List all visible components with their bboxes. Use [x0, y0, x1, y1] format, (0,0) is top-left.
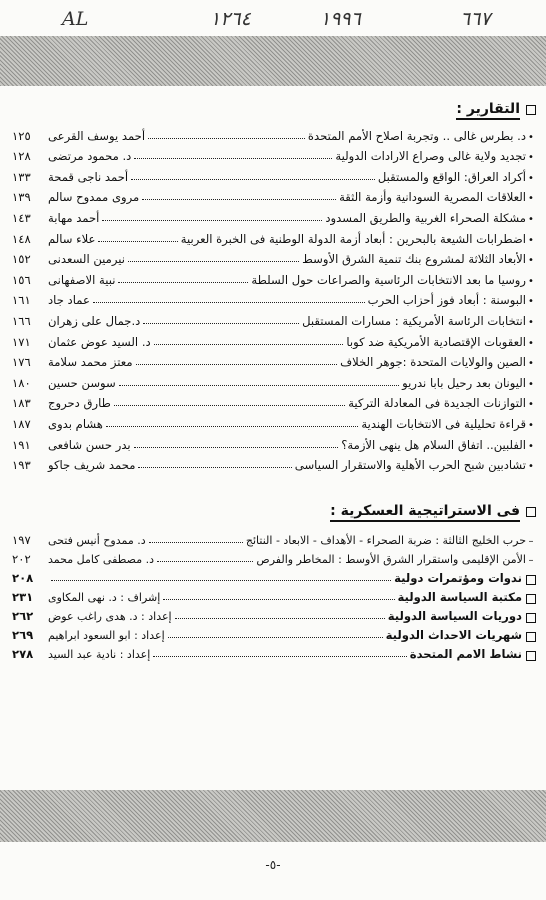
strategy-heading: فى الاستراتيجية العسكرية :	[10, 500, 536, 524]
list-item: • تجديد ولاية غالى وصراع الارادات الدولية د. محمود مرتضى ١٢٨	[10, 143, 536, 164]
checkbox-square-icon	[526, 594, 536, 604]
leader-dots	[148, 138, 305, 139]
checkbox-square-icon	[526, 105, 536, 115]
handwritten-note-1: AL	[62, 8, 89, 30]
bullet-icon: •	[528, 255, 534, 267]
leader-dots	[138, 467, 291, 468]
list-item: • د. بطرس غالى .. وتجربة اصلاح الأمم المتحدة أحمد يوسف القرعى ١٢٥	[10, 122, 536, 143]
dash-icon: –	[528, 536, 534, 548]
list-item: • الصين والولايات المتحدة :جوهر الخلاف معتز محمد سلامة ١٧٦	[10, 349, 536, 370]
list-item: مكتبة السياسة الدولية إشراف : د. نهى المكاوى ٢٣١	[10, 585, 536, 604]
bullet-icon: •	[528, 378, 534, 390]
bullet-icon: •	[528, 213, 534, 225]
bullet-icon: •	[528, 461, 534, 473]
checkbox-square-icon	[526, 632, 536, 642]
list-item: دوريات السياسة الدولية إعداد : د. هدى راغب عوض ٢٦٢	[10, 604, 536, 623]
page-number: -٥-	[265, 858, 281, 872]
bullet-icon: •	[528, 337, 534, 349]
handwritten-annotations	[0, 8, 546, 36]
bullet-icon: •	[528, 440, 534, 452]
leader-dots	[102, 220, 322, 221]
reports-heading: التقارير :	[10, 98, 536, 122]
leader-dots	[168, 637, 383, 638]
bullet-icon: •	[528, 316, 534, 328]
leader-dots	[131, 179, 375, 180]
leader-dots	[93, 302, 365, 303]
list-item: • قراءة تحليلية فى الانتخابات الهندية هشام بدوى ١٨٧	[10, 410, 536, 431]
dash-icon: –	[528, 555, 534, 567]
bullet-icon: •	[528, 275, 534, 287]
bullet-icon: •	[528, 234, 534, 246]
handwritten-note-3: ١٩٩٦	[320, 8, 361, 30]
list-item: • أكراد العراق: الواقع والمستقبل أحمد ناجى قمحة ١٣٣	[10, 163, 536, 184]
leader-dots	[149, 542, 243, 543]
list-item: شهريات الاحداث الدولية إعداد : ابو السعود ابراهيم ٢٦٩	[10, 623, 536, 642]
list-item: • التوازنات الجديدة فى المعادلة التركية طارق دحروج ١٨٣	[10, 390, 536, 411]
list-item: • العلاقات المصرية السودانية وأزمة الثقة مروى ممدوح سالم ١٣٩	[10, 184, 536, 205]
handwritten-note-4: ٦٦٧	[460, 8, 491, 30]
reports-list	[10, 122, 536, 472]
list-item: • الفلبين.. اتفاق السلام هل ينهى الأزمة؟ بدر حسن شافعى ١٩١	[10, 431, 536, 452]
checkbox-square-icon	[526, 651, 536, 661]
bullet-icon: •	[528, 193, 534, 205]
leader-dots	[128, 261, 299, 262]
list-item: • البوسنة : أبعاد فوز أحزاب الحرب عماد جاد ١٦١	[10, 287, 536, 308]
list-item: • العقوبات الإقتصادية الأمريكية ضد كوبا د. السيد عوض عثمان ١٧١	[10, 328, 536, 349]
list-item: • روسيا ما بعد الانتخابات الرئاسية والصراعات حول السلطة نبية الاصفهانى ١٥٦	[10, 266, 536, 287]
checkbox-square-icon	[526, 613, 536, 623]
list-item: نشاط الامم المتحدة إعداد : نادية عبد السيد ٢٧٨	[10, 642, 536, 661]
leader-dots	[118, 282, 248, 283]
leader-dots	[163, 599, 394, 600]
leader-dots	[51, 580, 391, 581]
leader-dots	[175, 618, 385, 619]
handwritten-note-2: ١٢٦٤	[210, 8, 251, 30]
strategy-list	[10, 528, 536, 566]
bullet-icon: •	[528, 131, 534, 143]
bullet-icon: •	[528, 358, 534, 370]
top-hatched-band	[0, 36, 546, 86]
leader-dots	[98, 241, 177, 242]
leader-dots	[142, 199, 336, 200]
bullet-icon: •	[528, 296, 534, 308]
checkbox-square-icon	[526, 507, 536, 517]
list-item: ندوات ومؤتمرات دولية ٢٠٨	[10, 566, 536, 585]
list-item: • اضطرابات الشيعة بالبحرين : أبعاد أزمة الدولة الوطنية فى الخبرة العربية علاء سالم ١٤٨	[10, 225, 536, 246]
leader-dots	[154, 344, 344, 345]
list-item: – حرب الخليج الثالثة : ضربة الصحراء - الأهداف - الابعاد - النتائج د. ممدوح أنيس فتحى ١٩٧	[10, 528, 536, 547]
leader-dots	[106, 426, 359, 427]
checkbox-square-icon	[526, 575, 536, 585]
leader-dots	[134, 447, 339, 448]
table-of-contents	[10, 98, 536, 661]
leader-dots	[153, 656, 406, 657]
leader-dots	[134, 158, 332, 159]
leader-dots	[157, 561, 253, 562]
leader-dots	[114, 405, 345, 406]
bottom-hatched-band	[0, 790, 546, 842]
bullet-icon: •	[528, 419, 534, 431]
leader-dots	[143, 323, 299, 324]
list-item: – الأمن الإقليمى واستقرار الشرق الأوسط : المخاطر والفرص د. مصطفى كامل محمد ٢٠٢	[10, 547, 536, 566]
bullet-icon: •	[528, 399, 534, 411]
list-item: • تشادبين شبح الحرب الأهلية والاستقرار السياسى محمد شريف جاكو ١٩٣	[10, 452, 536, 473]
list-item: • اليونان بعد رحيل بابا ندريو سوسن حسين ١٨٠	[10, 369, 536, 390]
leader-dots	[119, 385, 399, 386]
list-item: • انتخابات الرئاسة الأمريكية : مسارات المستقبل د.جمال على زهران ١٦٦	[10, 307, 536, 328]
sections-list	[10, 566, 536, 661]
bullet-icon: •	[528, 152, 534, 164]
bullet-icon: •	[528, 172, 534, 184]
list-item: • مشكلة الصحراء الغربية والطريق المسدود أحمد مهابة ١٤٣	[10, 204, 536, 225]
leader-dots	[136, 364, 338, 365]
list-item: • الأبعاد الثلاثة لمشروع بنك تنمية الشرق الأوسط نيرمين السعدنى ١٥٢	[10, 246, 536, 267]
